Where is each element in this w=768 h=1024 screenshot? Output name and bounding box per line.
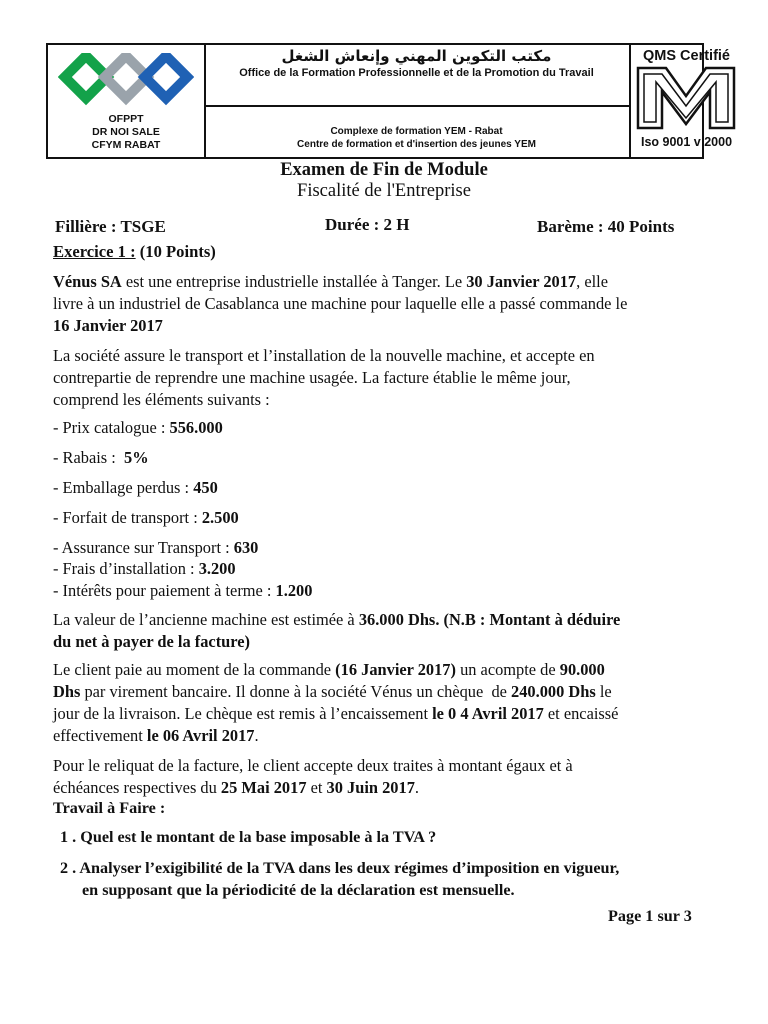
complexe-line: Centre de formation et d'insertion des jeunes YEM xyxy=(297,139,536,150)
item-value: 450 xyxy=(193,478,218,497)
para2-line: contrepartie de reprendre une machine usagée. La facture établie le même jour, xyxy=(53,368,571,387)
reliquat-line-2 xyxy=(53,776,419,799)
item-label: - Emballage perdus : xyxy=(53,478,194,497)
text: 240.000 Dhs xyxy=(511,682,596,701)
para2-line: La société assure le transport et l’installation de la nouvelle machine, et accepte en xyxy=(53,346,595,365)
exercise-points: (10 Points) xyxy=(139,242,216,261)
intro-line-3: 16 Janvier 2017 xyxy=(53,316,163,335)
text: La valeur de l’ancienne machine est estimée à xyxy=(53,610,359,629)
text: Le client paie au moment de la commande xyxy=(53,660,336,679)
question-1: 1 . Quel est le montant de la base imposable à la TVA ? xyxy=(60,828,437,846)
client-line-3 xyxy=(53,702,618,725)
invoice-item xyxy=(53,536,258,559)
page-number: Page 1 sur 3 xyxy=(608,907,692,925)
invoice-item xyxy=(53,579,312,602)
invoice-item xyxy=(53,476,218,499)
text: 30 Juin 2017 xyxy=(326,778,415,797)
text: , elle xyxy=(576,272,608,291)
text: et encaissé xyxy=(543,704,619,723)
duree: Durée : 2 H xyxy=(325,215,410,234)
text: échéances respectives du xyxy=(53,778,221,797)
text: . xyxy=(414,778,420,797)
complexe-block xyxy=(204,125,629,151)
office-name: Office de la Formation Professionnelle et de la Promotion du Travail xyxy=(239,67,594,79)
intro-line-1 xyxy=(53,270,608,293)
item-value: 556.000 xyxy=(169,418,223,437)
company-name: Vénus SA xyxy=(53,272,122,291)
ofppt-cell xyxy=(48,45,206,157)
text: jour de la livraison. Le chèque est remis à l’encaissement xyxy=(53,704,433,723)
valeur-line-1 xyxy=(53,608,620,631)
item-label: - Frais d’installation : xyxy=(53,559,199,578)
ofppt-text xyxy=(48,113,204,152)
invoice-item xyxy=(53,446,149,469)
arabic-title: مكتب التكوين المهني وإنعاش الشغل xyxy=(281,47,552,65)
complexe-line: Complexe de formation YEM - Rabat xyxy=(330,126,503,137)
invoice-item xyxy=(53,557,236,580)
ofppt-line: DR NOI SALE xyxy=(92,126,160,138)
text: 25 Mai 2017 xyxy=(220,778,307,797)
item-label: - Prix catalogue : xyxy=(53,418,170,437)
text: et xyxy=(306,778,327,797)
question-2-line-2: en supposant que la périodicité de la déclaration est mensuelle. xyxy=(82,881,515,899)
filiere: Fillière : TSGE xyxy=(55,217,166,236)
qms-m-logo xyxy=(636,66,736,130)
item-label: - Assurance sur Transport : xyxy=(53,538,234,557)
text: effectivement xyxy=(53,726,147,745)
client-line-1 xyxy=(53,658,605,681)
invoice-item xyxy=(53,416,223,439)
bareme: Barème : 40 Points xyxy=(537,217,675,236)
text: par virement bancaire. Il donne à la société Vénus un chèque de xyxy=(80,682,512,701)
item-label: - Forfait de transport : xyxy=(53,508,202,527)
question-2-line-1: 2 . Analyser l’exigibilité de la TVA dans les deux régimes d’imposition en vigueur, xyxy=(60,859,620,877)
date: 30 Janvier 2017 xyxy=(466,272,577,291)
valeur-line-2: du net à payer de la facture) xyxy=(53,632,250,651)
item-label: - Rabais : xyxy=(53,448,125,467)
text: 90.000 xyxy=(559,660,605,679)
para2-line: comprend les éléments suivants : xyxy=(53,390,270,409)
text: 36.000 Dhs. (N.B : Montant à déduire xyxy=(358,610,621,629)
qms-label: QMS Certifié xyxy=(642,48,730,64)
text: Dhs xyxy=(53,682,81,701)
item-value: 2.500 xyxy=(201,508,239,527)
iso-label: Iso 9001 v 2000 xyxy=(640,135,733,149)
text: un acompte de xyxy=(455,660,560,679)
exam-title: Examen de Fin de Module xyxy=(280,160,488,180)
invoice-item xyxy=(53,506,239,529)
travail-heading: Travail à Faire : xyxy=(53,799,166,817)
text: le xyxy=(595,682,612,701)
exercise-heading xyxy=(53,240,216,263)
header-table xyxy=(46,43,733,159)
qms-cell xyxy=(629,45,748,157)
text: (16 Janvier 2017) xyxy=(335,660,456,679)
exam-subject: Fiscalité de l'Entreprise xyxy=(297,181,471,201)
text: le 0 4 Avril 2017 xyxy=(432,704,544,723)
item-value: 5% xyxy=(124,448,149,467)
intro-line-2: livre à un industriel de Casablanca une machine pour laquelle elle a passé commande le xyxy=(53,294,628,313)
item-value: 1.200 xyxy=(275,581,313,600)
ofppt-line: OFPPT xyxy=(108,113,144,125)
divider xyxy=(204,105,629,107)
ofppt-line: CFYM RABAT xyxy=(91,139,161,151)
text: le 06 Avril 2017 xyxy=(146,726,255,745)
client-line-2 xyxy=(53,680,612,703)
item-label: - Intérêts pour paiement à terme : xyxy=(53,581,276,600)
text: . xyxy=(254,726,259,745)
item-value: 3.200 xyxy=(198,559,236,578)
text: est une entreprise industrielle installée à Tanger. Le xyxy=(121,272,467,291)
item-value: 630 xyxy=(233,538,259,557)
exercise-number: Exercice 1 : xyxy=(53,242,136,261)
institution-cell xyxy=(204,45,631,157)
ofppt-logo xyxy=(58,53,194,113)
reliquat-line-1: Pour le reliquat de la facture, le client accepte deux traites à montant égaux et à xyxy=(53,756,573,775)
client-line-4 xyxy=(53,724,259,747)
